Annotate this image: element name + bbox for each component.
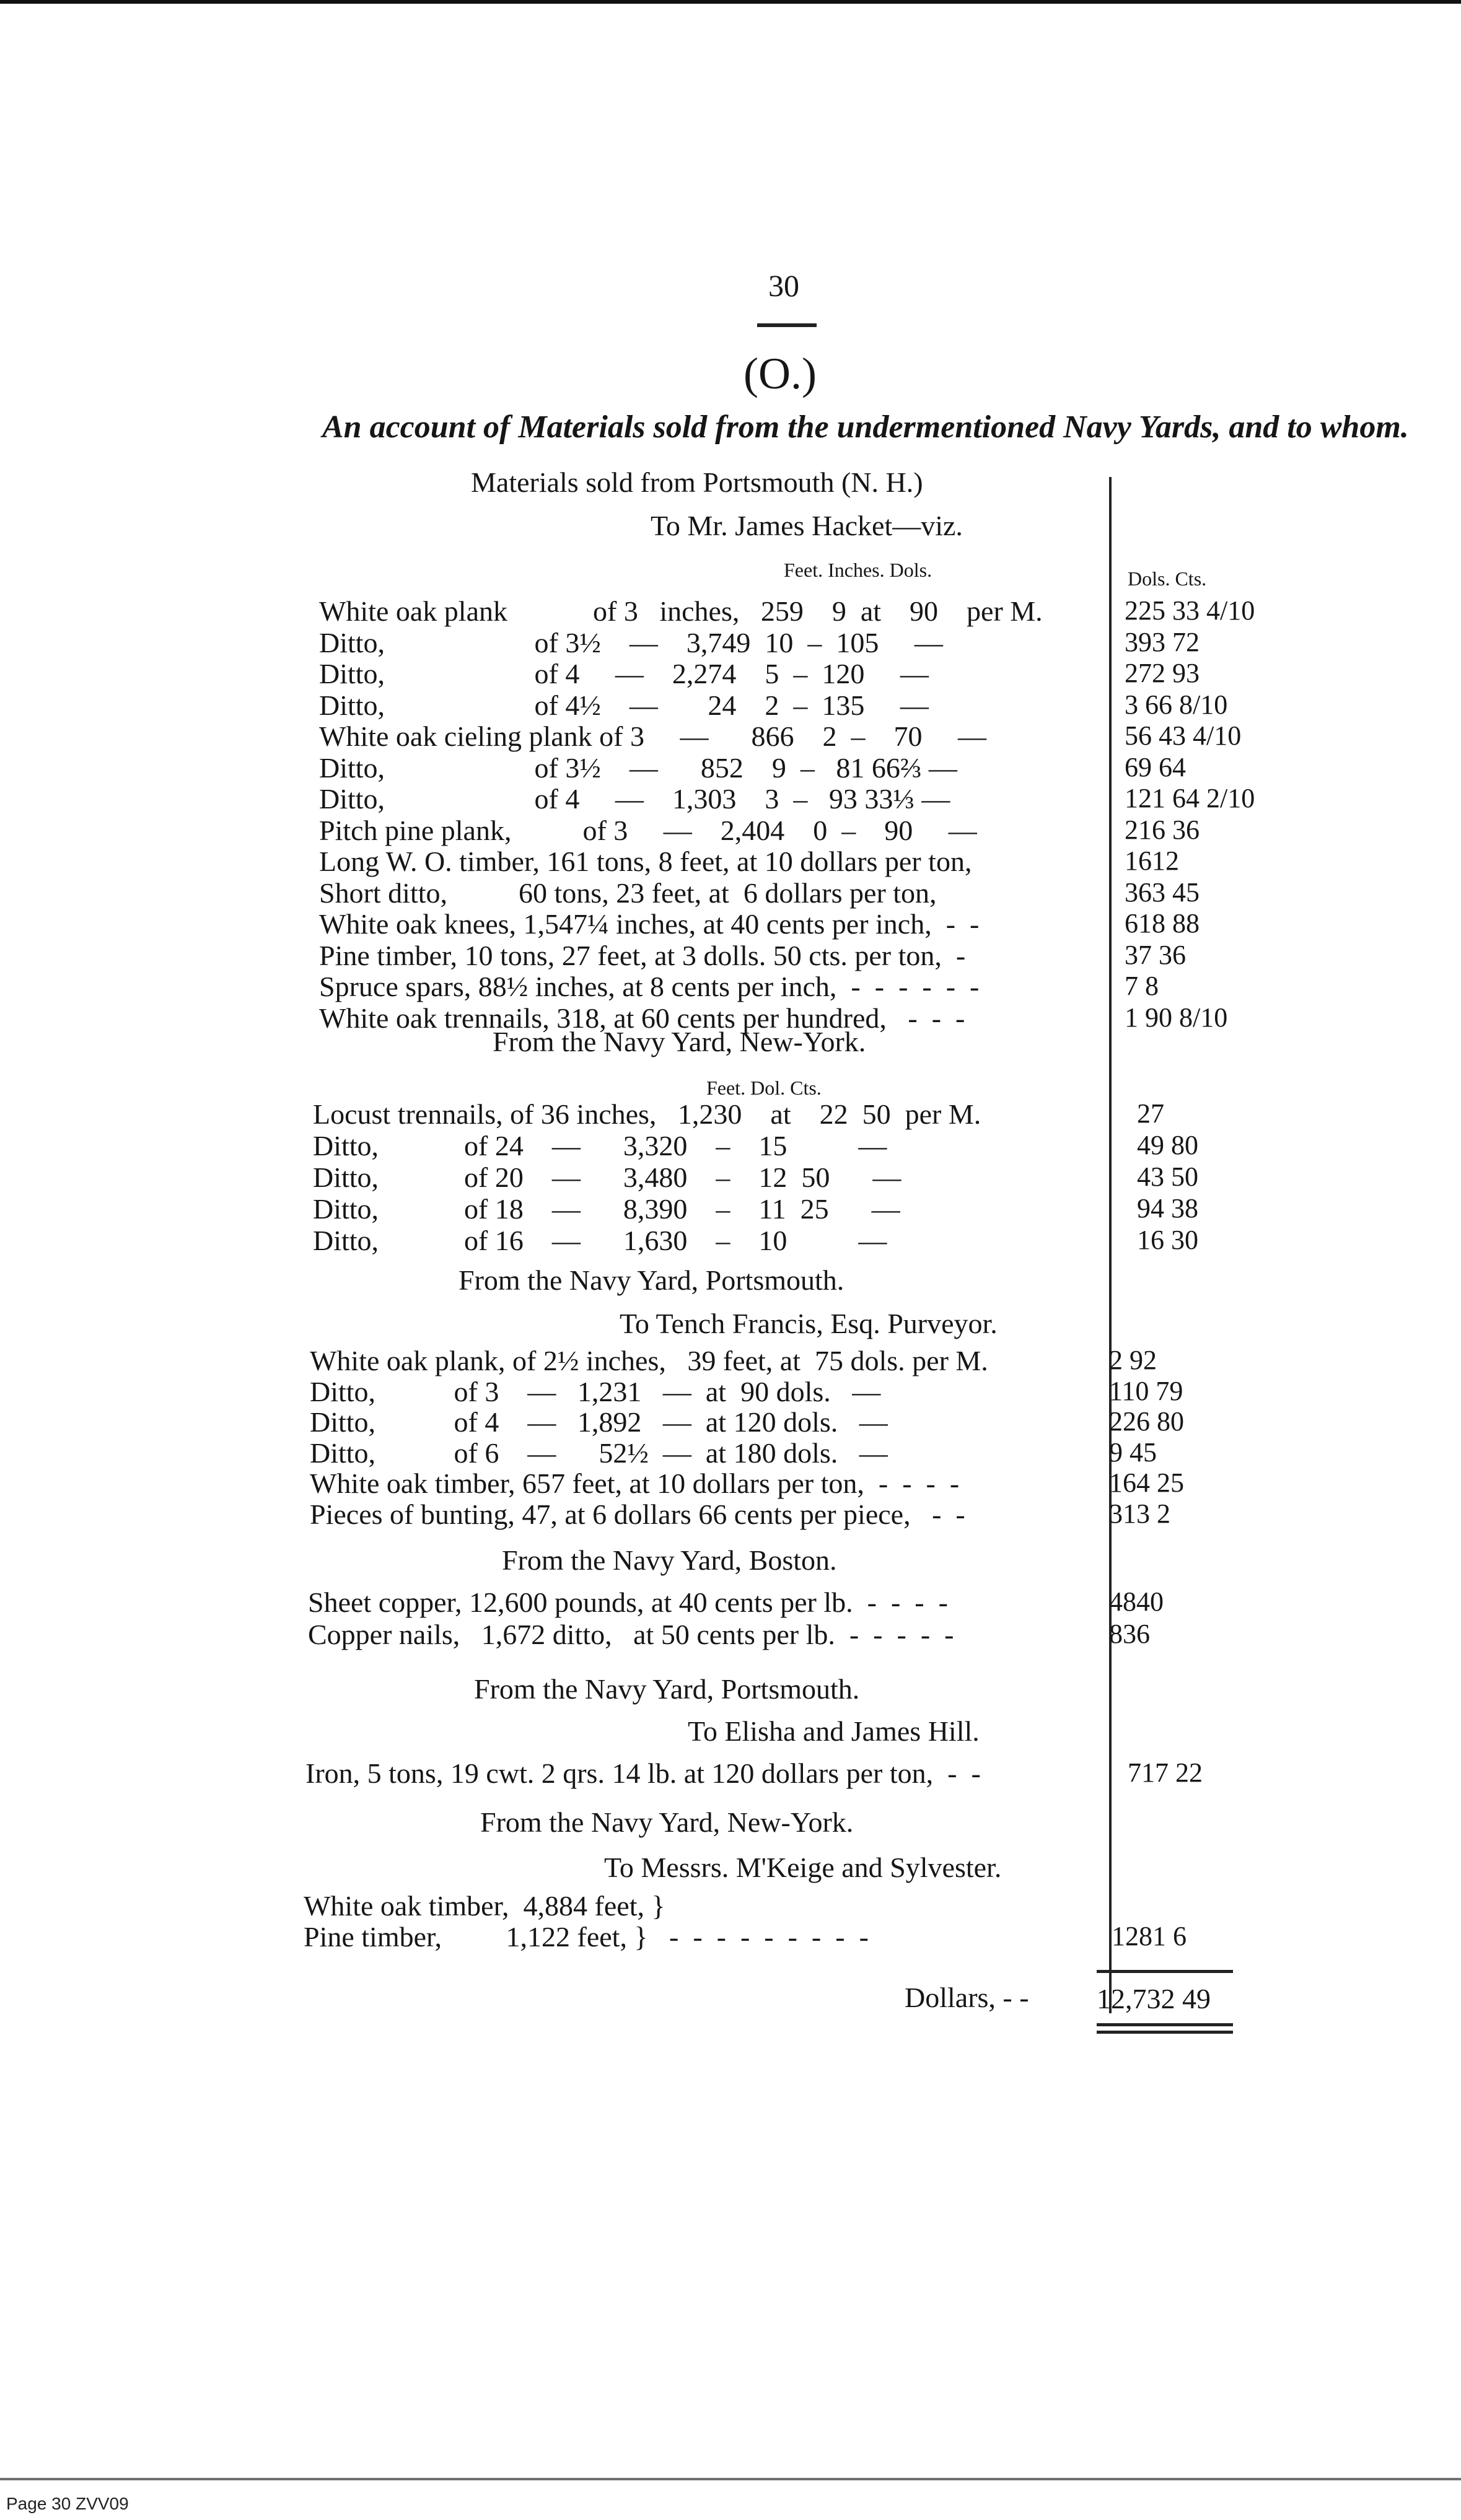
entry-amount: 2 92	[1109, 1345, 1157, 1375]
entry-amount: 3 66 8/10	[1125, 689, 1228, 720]
entry-description: Ditto, of 4 — 1,892 — at 120 dols. —	[310, 1406, 888, 1438]
entry-amount: 121 64 2/10	[1125, 783, 1255, 813]
entry-description: Long W. O. timber, 161 tons, 8 feet, at 10 dollars per ton,	[319, 846, 972, 877]
entry-description: White oak plank, of 2½ inches, 39 feet, at 75 dols. per M.	[310, 1345, 988, 1376]
entry-amount: 226 80	[1109, 1406, 1184, 1437]
entry-amount: 717 22	[1128, 1757, 1203, 1788]
entry-amount: 216 36	[1125, 814, 1200, 845]
amount-headers: Dols. Cts.	[1128, 567, 1207, 590]
entry-amount: 363 45	[1125, 877, 1200, 908]
entry-description: White oak trennails, 318, at 60 cents per hundred, - - -	[319, 1002, 965, 1034]
entry-amount: 272 93	[1125, 658, 1200, 688]
entry-description: Locust trennails, of 36 inches, 1,230 at 22 50 per M.	[313, 1098, 981, 1130]
entry-description: Ditto, of 3 — 1,231 — at 90 dols. —	[310, 1375, 881, 1407]
heading: (O.)	[744, 349, 817, 398]
entry-description: Ditto, of 16 — 1,630 – 10 —	[313, 1225, 887, 1256]
entry-description: Ditto, of 20 — 3,480 – 12 50 —	[313, 1162, 902, 1193]
entry-amount: 16 30	[1137, 1225, 1198, 1255]
title: An account of Materials sold from the undermentioned Navy Yards, and to whom.	[322, 409, 1409, 445]
section-to: To Mr. James Hacket—viz.	[651, 510, 963, 541]
section-from: Materials sold from Portsmouth (N. H.)	[471, 466, 923, 498]
entry-amount: 69 64	[1125, 751, 1186, 782]
entry-description: White oak plank of 3 inches, 259 9 at 90 per M.	[319, 595, 1043, 627]
entry-amount: 164 25	[1109, 1468, 1184, 1498]
total-rule-bottom-2	[1097, 2031, 1233, 2034]
entry-amount: 27	[1137, 1098, 1164, 1129]
section-from: From the Navy Yard, New-York.	[493, 1026, 866, 1057]
section-from: From the Navy Yard, Portsmouth.	[474, 1673, 860, 1705]
top-edge	[0, 0, 1461, 4]
entry-amount: 1281 6	[1112, 1921, 1187, 1951]
entry-amount: 110 79	[1109, 1375, 1183, 1406]
entry-description: Pine timber, 10 tons, 27 feet, at 3 dolls. 50 cts. per ton, -	[319, 939, 966, 971]
entry-amount: 43 50	[1137, 1162, 1198, 1192]
page-number: 30	[768, 268, 799, 303]
entry-amount: 313 2	[1109, 1498, 1170, 1529]
entry-amount: 37 36	[1125, 939, 1186, 970]
bottom-edge	[0, 2478, 1461, 2480]
page-number-rule	[757, 323, 817, 327]
section-to: To Elisha and James Hill.	[688, 1715, 980, 1747]
entry-amount: 7 8	[1125, 971, 1159, 1001]
amount-column-rule	[1109, 477, 1112, 2013]
total-label: Dollars, - -	[905, 1982, 1029, 2013]
entry-amount: 1 90 8/10	[1125, 1002, 1228, 1033]
entry-description: Pitch pine plank, of 3 — 2,404 0 – 90 —	[319, 814, 977, 846]
column-headers: Feet. Dol. Cts.	[706, 1077, 822, 1099]
entry-description: Ditto, of 6 — 52½ — at 180 dols. —	[310, 1437, 888, 1469]
entry-amount: 618 88	[1125, 908, 1200, 938]
entry-description: Sheet copper, 12,600 pounds, at 40 cents per lb. - - - -	[308, 1586, 948, 1618]
section-from: From the Navy Yard, Portsmouth.	[458, 1264, 845, 1296]
entry-amount: 4840	[1109, 1586, 1164, 1617]
entry-amount: 49 80	[1137, 1130, 1198, 1160]
entry-description: White oak cieling plank of 3 — 866 2 – 70 —	[319, 720, 987, 752]
entry-description: Ditto, of 4 — 2,274 5 – 120 —	[319, 658, 929, 689]
page-footer: Page 30 ZVV09	[6, 2494, 129, 2513]
entry-amount: 94 38	[1137, 1193, 1198, 1223]
entry-description: Ditto, of 4 — 1,303 3 – 93 33⅓ —	[319, 783, 950, 815]
entry-description: White oak timber, 657 feet, at 10 dollars per ton, - - - -	[310, 1468, 960, 1499]
entry-amount: 9 45	[1109, 1437, 1157, 1468]
entry-description: Pieces of bunting, 47, at 6 dollars 66 cents per piece, - -	[310, 1498, 965, 1530]
entry-description: Short ditto, 60 tons, 23 feet, at 6 dollars per ton,	[319, 877, 937, 909]
entry-amount: 225 33 4/10	[1125, 595, 1255, 626]
entry-description: Spruce spars, 88½ inches, at 8 cents per inch, - - - - - -	[319, 971, 980, 1002]
entry-description: White oak timber, 4,884 feet, }	[304, 1890, 665, 1922]
total-rule-top	[1097, 1970, 1233, 1973]
total-rule-bottom-1	[1097, 2023, 1233, 2026]
column-headers: Feet. Inches. Dols.	[784, 559, 932, 581]
entry-description: Iron, 5 tons, 19 cwt. 2 qrs. 14 lb. at 120 dollars per ton, - -	[305, 1757, 981, 1789]
entry-amount: 836	[1109, 1619, 1150, 1649]
total-amount: 12,732 49	[1097, 1983, 1211, 2015]
section-to: To Tench Francis, Esq. Purveyor.	[620, 1308, 998, 1339]
entry-description: Copper nails, 1,672 ditto, at 50 cents per lb. - - - - -	[308, 1619, 954, 1650]
entry-description: Pine timber, 1,122 feet, } - - - - - - - - -	[304, 1921, 869, 1953]
entry-description: Ditto, of 4½ — 24 2 – 135 —	[319, 689, 929, 721]
entry-amount: 393 72	[1125, 626, 1200, 657]
section-from: From the Navy Yard, New-York.	[480, 1806, 854, 1838]
section-from: From the Navy Yard, Boston.	[502, 1544, 837, 1576]
entry-description: White oak knees, 1,547¼ inches, at 40 cents per inch, - -	[319, 908, 980, 940]
section-to: To Messrs. M'Keige and Sylvester.	[604, 1852, 1002, 1883]
entry-amount: 56 43 4/10	[1125, 720, 1242, 751]
entry-amount: 1612	[1125, 846, 1179, 876]
entry-description: Ditto, of 18 — 8,390 – 11 25 —	[313, 1193, 900, 1225]
entry-description: Ditto, of 3½ — 852 9 – 81 66⅔ —	[319, 751, 957, 784]
entry-description: Ditto, of 24 — 3,320 – 15 —	[313, 1130, 887, 1162]
entry-description: Ditto, of 3½ — 3,749 10 – 105 —	[319, 626, 943, 658]
